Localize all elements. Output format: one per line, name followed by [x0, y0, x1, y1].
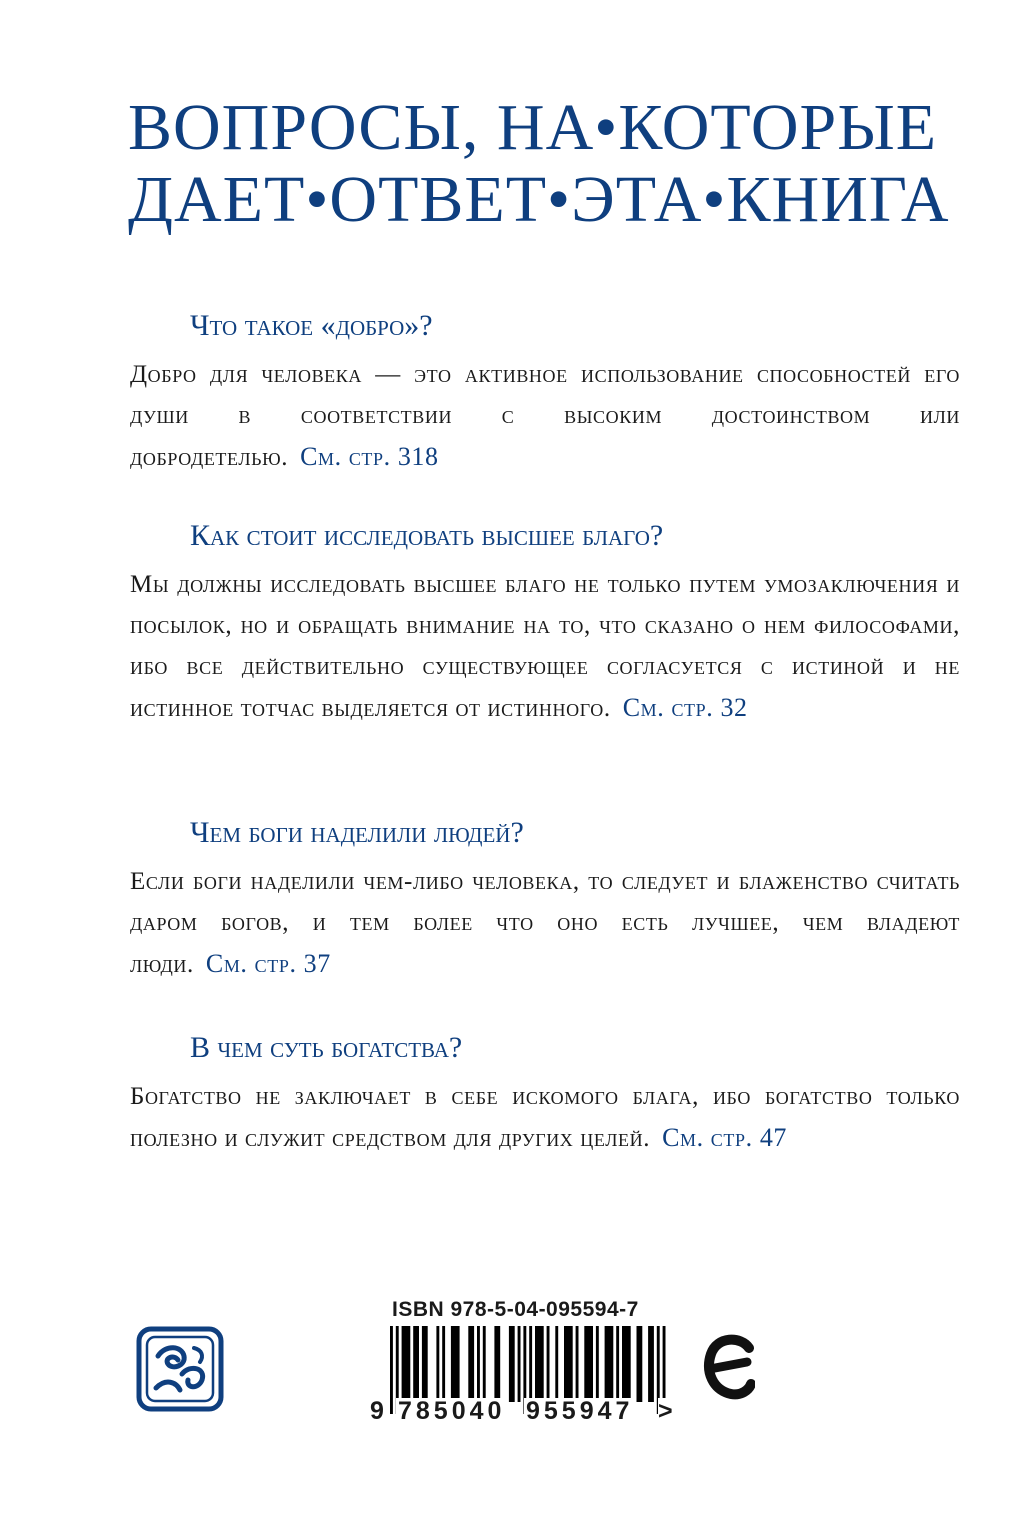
barcode-bar	[390, 1326, 393, 1414]
barcode-bar	[605, 1326, 614, 1402]
title-line-2: ДАЕТ•ОТВЕТ•ЭТА•КНИГА	[128, 163, 950, 236]
isbn-label: ISBN 978-5-04-095594-7	[392, 1298, 639, 1321]
barcode-bar	[535, 1326, 544, 1402]
isbn-barcode	[372, 1298, 692, 1428]
barcode-bar	[637, 1326, 643, 1402]
answer-body: Богатство не заключает в себе искомого блага, ибо богатство только полезно и служит средством для других целей.	[130, 1083, 960, 1152]
barcode-bar	[468, 1326, 474, 1402]
question-heading: Как стоит исследовать высшее благо?	[190, 519, 664, 552]
page-title	[128, 92, 968, 236]
barcode-bar	[451, 1326, 460, 1402]
barcode-bar	[518, 1326, 521, 1402]
answer-text	[130, 564, 960, 729]
barcode-bar	[422, 1326, 428, 1402]
barcode-bar	[509, 1326, 515, 1402]
qa-section-3	[130, 815, 960, 985]
qa-section-2	[130, 518, 960, 729]
barcode-bar	[402, 1326, 411, 1402]
publisher-logo-icon	[703, 1332, 755, 1402]
barcode-bar	[483, 1326, 486, 1402]
page-reference: См. стр. 37	[205, 949, 331, 978]
barcode-bar	[622, 1326, 631, 1402]
barcode-end-mark: >	[658, 1397, 673, 1425]
answer-text	[130, 1076, 960, 1159]
page-reference: См. стр. 47	[662, 1123, 788, 1152]
question-heading: Чем боги наделили людей?	[190, 816, 524, 849]
barcode-bar	[442, 1326, 445, 1402]
barcode-bar	[477, 1326, 480, 1402]
barcode-bar	[436, 1326, 439, 1402]
barcode-bar	[564, 1326, 573, 1402]
barcode-bar	[413, 1326, 419, 1402]
barcode-bar	[576, 1326, 579, 1402]
page-reference: См. стр. 318	[300, 442, 439, 471]
title-line-1: ВОПРОСЫ, НА•КОТОРЫЕ	[128, 91, 938, 164]
page-reference: См. стр. 32	[622, 693, 748, 722]
barcode-group-2: 955947	[526, 1397, 634, 1425]
barcode-bar	[555, 1326, 558, 1402]
barcode-bar	[547, 1326, 550, 1402]
barcode-bar	[584, 1326, 593, 1402]
answer-body: Мы должны исследовать высшее благо не только путем умозаключения и посылок, но и обращать внимание на то, что сказано о нем философами, ибо все действительно существующее согласуется с истиной и не истинное тотчас выделяется от истинного.	[130, 571, 960, 722]
barcode-bar	[616, 1326, 619, 1402]
barcode-bar	[494, 1326, 500, 1402]
barcode-group-1: 785040	[398, 1397, 506, 1425]
qa-section-4	[130, 1030, 960, 1159]
barcode-first-digit: 9	[370, 1397, 384, 1425]
barcode-bar	[648, 1326, 654, 1402]
answer-text	[130, 861, 960, 985]
barcode-bar	[596, 1326, 599, 1402]
question-heading: В чем суть богатства?	[190, 1031, 463, 1064]
answer-body: Если боги наделили чем-либо человека, то следует и блаженство считать даром богов, и тем более что оно есть лучшее, чем владеют люди.	[130, 868, 960, 978]
answer-text	[130, 354, 960, 478]
answer-body: Добро для человека — это активное использование способностей его души в соответствии с высоким достоинством или добродетелью.	[130, 361, 960, 471]
question-heading: Что такое «добро»?	[190, 309, 433, 342]
series-logo-icon	[136, 1326, 224, 1412]
qa-section-1	[130, 308, 960, 478]
